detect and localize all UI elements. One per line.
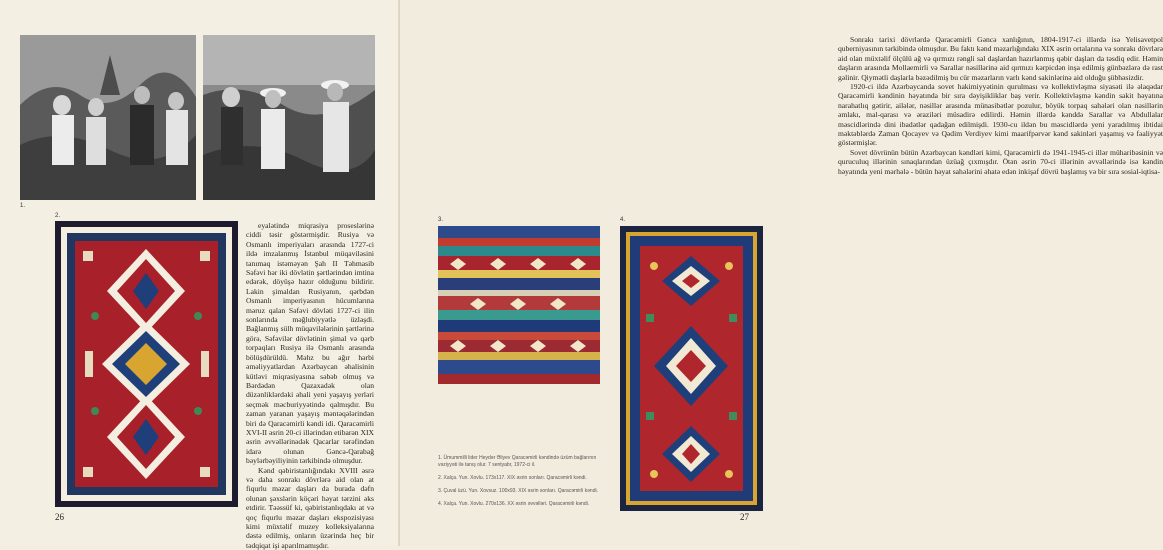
photo-label: 1. xyxy=(20,203,26,209)
figure-captions xyxy=(438,455,608,514)
left-page xyxy=(0,0,400,550)
photo-vineyard-visit-1 xyxy=(20,35,196,200)
caption-item: 4. Xalça. Yun. Xovlu. 270x136. XX əsrin əvvəlləri. Qaracəmirli kəndi. xyxy=(438,501,590,507)
page-number-right: 27 xyxy=(740,512,749,522)
right-body-text xyxy=(838,35,1163,210)
rug-label: 3. xyxy=(438,217,444,223)
right-paragraph: Sovet dövrünün bütün Azərbaycan kəndləri kimi, Qaracəmirli də 1941-1945-ci illər müharibəsinin və quruculuq illərinin sınaqlarından üzüağ çıxmışdır. Ötən əsrin 70-ci illərinin əvvəllərində isə kəndin həyatında yeni mərhələ - bütün həyat sahələrini əhatə edən inkişaf dövrü başlamış və bir sıra sosial-iqtisa- xyxy=(838,147,1163,176)
page-number-left: 26 xyxy=(55,512,64,522)
striped-sack-rug-image xyxy=(438,226,600,384)
medallion-rug-image xyxy=(620,226,763,511)
caption-item: 3. Çuval üzü. Yun. Xovsuz. 100x93. XIX əsrin sonları. Qaracəmirli kəndi. xyxy=(438,488,598,494)
right-paragraph: Sonrakı tarixi dövrlərdə Qaracəmirli Gəncə xanlığının, 1804-1917-ci illərdə isə Yelisavetpol quberniyasının tərkibində olmuşdur. Bu faktı kənd məzarlığındakı XIX əsrin ortalarına və sonrakı dövrlərə aid olan müxtəlif ölçülü ağ və qırmızı rəngli sal daşlardan hazırlanmış qəbir daşları da təsdiq edir. Həmin daşların arasında Mollaemirli və Sarallar nəsillərinə aid qırmızı kərpicdən inşa edilmiş günbəzlərə də rast gəlinir. Qiymətli daşlarla bəzədilmiş bu cür məzarların varlı kənd sakinlərinə aid olduğu şübhəsizdir. xyxy=(838,35,1163,82)
photo-vineyard-visit-2 xyxy=(203,35,375,200)
rug-label: 4. xyxy=(620,217,626,223)
caption-item: 2. Xalça. Yun. Xovlu. 173x117. XIX əsrin sonları. Qaracəmirli kəndi. xyxy=(438,475,587,481)
rug-label: 2. xyxy=(55,213,61,219)
caption-item: 1. Ümummilli lider Heydər Əliyev Qaracəmirli kəndində üzüm bağlarının vəziyyəti ilə tanış olur. 7 sentyabr, 1972-ci il. xyxy=(438,455,597,468)
left-paragraph: eyalətində miqrasiya proseslərinə ciddi təsir göstərmişdir. Rusiya və Osmanlı imperiyaları arasında 1727-ci ildə imzalanmış İstanbul müqaviləsini tanımaq istəməyən Şah II Təhmasib Səfəvi hər iki dövlətin şərtlərindən imtina edərək, döyüşə hazır olduğunu bildirir. Lakin şimaldan Rusiyanın, qərbdən Osmanlı imperiyasının hücumlarına məruz qalan Səfəvi dövləti 1727-ci ilin sonlarında məğlubiyyətlə üzləşdi. Bağlanmış sülh müqavilələrinin şərtlərinə görə, Səfəvilər dövlətinin şimal və qərb torpaqları Rusiya ilə Osmanlı arasında bölüşdürüldü. Məhz bu ağır hərbi əməliyyatlardan Azərbaycan əhalisinin kütləvi miqrasiyasına səbəb olmuş və Bərdədən Qazaxadək olan düzənliklərdəki əhali yeni yaşayış yerləri seçmək məcburiyyətində qalmışdır. Bu zaman yaranan yaşayış məntəqələrindən biri də Qaracəmirli kəndi idi. Qaracəmirli XVI-II əsrin 20-ci illərindən etibarən XIX əsrin əvvəllərinədək Qacarlar tərəfindən idarə olunan Gəncə-Qarabağ bəylərbəyiliyinin tərkibində olmuşdur. xyxy=(246,221,374,466)
kazakh-rug-image xyxy=(55,221,238,507)
left-body-text xyxy=(246,221,374,550)
left-paragraph: Kənd qəbiristanlığındakı XVIII əsrə və daha sonrakı dövrlərə aid olan at fiqurlu məzar daşları da burada dəfn olunan şəxslərin köçəri həyat tərzini əks etdirir. Təəssüf ki, qəbiristanlıqdakı at və qoç fiqurlu məzar daşları ekspozisiyası kimi müxtəlif muzey kolleksiyalarına dəstə edilmiş, onların üzərində heç bir tədqiqat işi aparılmamışdır. xyxy=(246,465,374,550)
right-paragraph: 1920-ci ildə Azərbaycanda sovet hakimiyyətinin qurulması və kollektivləşmə siyasəti ilə əlaqədar Qaracəmirli kəndinin həyatında bir sıra dəyişikliklər baş verir. Kollektivləşmə kəndin sakit həyatına narahatlıq gətirir, ailələr, nəsillər arasında münasibətlər pozulur, böyük torpaq sahələri olan nəsillərin əmlakı, mal-qarası və əraziləri müsadirə edilirdi. Həmin illərdə kənddə Sarallar və Abdullalar məscidlərində dini ibadətlər qadağan edilmişdi. 1930-cu ildən bu məscidlərdə yeni yaradılmış ibtidai məktəblərdə Zaman Qocayev və Qədim Verdiyev kimi maarifpərvər kənd sakinləri yaşamış və fəaliyyət göstərmişlər. xyxy=(838,82,1163,148)
